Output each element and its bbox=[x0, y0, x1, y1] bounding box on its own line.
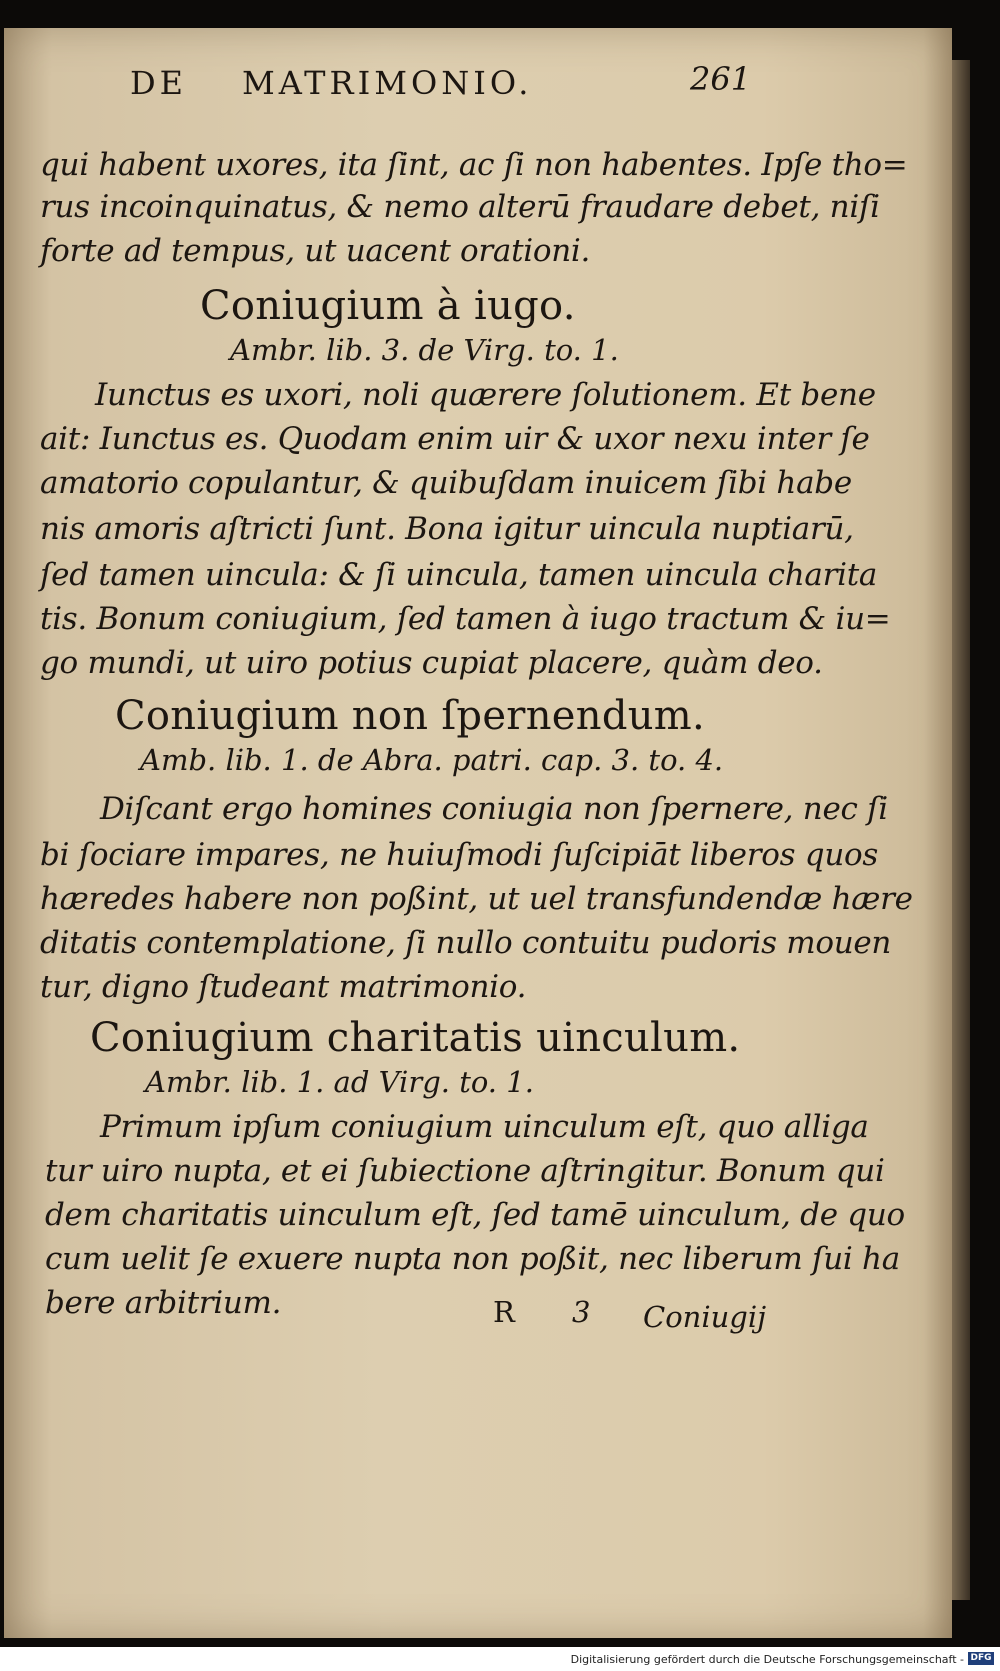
text-line: tis. Bonum coniugium, ſed tamen à iugo tractum & iu= bbox=[40, 601, 891, 637]
text-line: cum uelit ſe exuere nupta non poßit, nec liberum ſui ha bbox=[45, 1241, 900, 1277]
text-line: dem charitatis uinculum eſt, ſed tamē uinculum, de quo bbox=[45, 1197, 905, 1233]
text-line: bi ſociare impares, ne huiuſmodi ſuſcipiāt liberos quos bbox=[40, 837, 878, 873]
text-line: hæredes habere non poßint, ut uel transfundendæ hære bbox=[40, 881, 913, 917]
header-title: MATRIMONIO. bbox=[242, 64, 533, 102]
section-heading: Coniugium à iugo. bbox=[200, 283, 576, 329]
text-line: tur, digno ſtudeant matrimonio. bbox=[40, 969, 527, 1005]
catchword: Coniugij bbox=[643, 1300, 767, 1334]
text-line: forte ad tempus, ut uacent orationi. bbox=[40, 233, 591, 269]
text-line: go mundi, ut uiro potius cupiat placere, quàm deo. bbox=[40, 645, 823, 681]
text-line: ait: Iunctus es. Quodam enim uir & uxor nexu inter ſe bbox=[40, 421, 870, 457]
signature-letter: R bbox=[493, 1295, 515, 1329]
text-line: Iunctus es uxori, noli quærere ſolutionem. Et bene bbox=[95, 377, 876, 413]
text-line: amatorio copulantur, & quibuſdam inuicem ſibi habe bbox=[40, 465, 852, 501]
text-line: tur uiro nupta, et ei ſubiectione aſtringitur. Bonum qui bbox=[45, 1153, 885, 1189]
text-line: Primum ipſum coniugium uinculum eſt, quo alliga bbox=[100, 1109, 869, 1145]
text-line: rus incoinquinatus, & nemo alterū fraudare debet, niſi bbox=[40, 189, 880, 225]
text-line: Diſcant ergo homines coniugia non ſpernere, nec ſi bbox=[100, 791, 888, 827]
citation: Ambr. lib. 3. de Virg. to. 1. bbox=[230, 333, 619, 367]
citation: Amb. lib. 1. de Abra. patri. cap. 3. to. 4. bbox=[140, 743, 724, 777]
text-line: bere arbitrium. bbox=[45, 1285, 282, 1321]
signature-number: 3 bbox=[572, 1295, 591, 1329]
page-edge bbox=[952, 60, 970, 1600]
text-line: nis amoris aſtricti ſunt. Bona igitur uincula nuptiarū, bbox=[40, 511, 854, 547]
text-line: ditatis contemplatione, ſi nullo contuitu pudoris mouen bbox=[40, 925, 892, 961]
header-left: DE bbox=[130, 64, 188, 102]
footer-bar bbox=[0, 1647, 1000, 1671]
text-line: qui habent uxores, ita ſint, ac ſi non habentes. Ipſe tho= bbox=[40, 147, 908, 183]
footer-credit: Digitalisierung gefördert durch die Deutsche Forschungsgemeinschaft - bbox=[570, 1653, 964, 1666]
citation: Ambr. lib. 1. ad Virg. to. 1. bbox=[145, 1065, 534, 1099]
section-heading: Coniugium charitatis uinculum. bbox=[90, 1015, 741, 1061]
section-heading: Coniugium non ſpernendum. bbox=[115, 693, 706, 739]
page-number: 261 bbox=[690, 60, 752, 98]
dfg-logo-icon: DFG bbox=[968, 1652, 994, 1665]
text-line: ſed tamen uincula: & ſi uincula, tamen uincula charita bbox=[40, 557, 878, 593]
